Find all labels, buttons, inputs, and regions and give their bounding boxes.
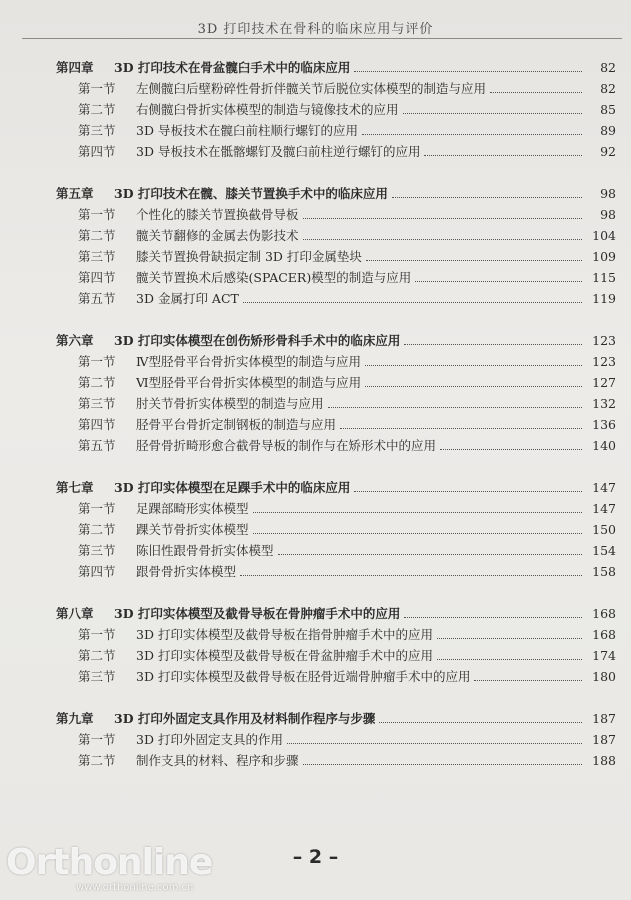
header-rule <box>22 38 622 39</box>
toc-section-entry-label: 第五节 <box>78 438 116 453</box>
toc-section-entry-page: 109 <box>592 249 616 264</box>
dot-leader <box>404 617 582 618</box>
toc-section-entry-title: 3D 打印实体模型及截骨导板在胫骨近端骨肿瘤手术中的应用 <box>136 669 471 684</box>
toc-section-entry-page: 89 <box>600 123 616 138</box>
toc-section-entry-label: 第一节 <box>78 354 116 369</box>
toc-section-entry-title: 胫骨骨折畸形愈合截骨导板的制作与在矫形术中的应用 <box>136 438 437 453</box>
watermark-logo: Orthonline <box>6 842 213 883</box>
toc-section-entry[interactable] <box>56 436 616 457</box>
toc-section-entry-page: 150 <box>592 522 616 537</box>
toc-chapter-entry-title: 3D 打印技术在骨盆髋臼手术中的临床应用 <box>114 60 351 75</box>
toc-section-entry-page: 188 <box>592 753 616 768</box>
toc-section-entry-label: 第二节 <box>78 753 116 768</box>
toc-section-entry-title: 个性化的膝关节置换截骨导板 <box>136 207 299 222</box>
toc-chapter-entry-label: 第七章 <box>56 480 94 495</box>
dot-leader <box>392 197 582 198</box>
toc-section-entry-label: 第二节 <box>78 648 116 663</box>
toc-chapter-entry-title: 3D 打印外固定支具作用及材料制作程序与步骤 <box>114 711 376 726</box>
toc-chapter-entry-page: 82 <box>600 60 616 75</box>
toc-section-entry-page: 82 <box>600 81 616 96</box>
dot-leader <box>366 260 582 261</box>
toc-section-entry-title: 髋关节翻修的金属去伪影技术 <box>136 228 299 243</box>
toc-section-entry[interactable] <box>56 247 616 268</box>
toc-section-entry-page: 136 <box>592 417 616 432</box>
watermark <box>6 842 213 893</box>
toc-section-entry[interactable] <box>56 121 616 142</box>
toc-section-entry[interactable] <box>56 751 616 772</box>
toc-section-entry-title: 陈旧性跟骨骨折实体模型 <box>136 543 274 558</box>
toc-section-entry[interactable] <box>56 352 616 373</box>
toc-section-entry-page: 98 <box>600 207 616 222</box>
toc-section-entry-label: 第五节 <box>78 291 116 306</box>
dot-leader <box>303 239 582 240</box>
toc-section-entry-page: 127 <box>592 375 616 390</box>
watermark-url: www.orthonline.com.cn <box>76 882 194 893</box>
toc-section-entry[interactable] <box>56 205 616 226</box>
dot-leader <box>362 134 582 135</box>
toc-section-entry-label: 第一节 <box>78 732 116 747</box>
toc-chapter-entry-page: 187 <box>592 711 616 726</box>
toc-section-entry-page: 187 <box>592 732 616 747</box>
page-number: – 2 – <box>292 846 339 868</box>
table-of-contents <box>56 58 616 793</box>
toc-section-entry-page: 158 <box>592 564 616 579</box>
dot-leader <box>365 365 582 366</box>
toc-section-entry-title: 肘关节骨折实体模型的制造与应用 <box>136 396 324 411</box>
chapter-block <box>56 478 616 583</box>
dot-leader <box>253 533 582 534</box>
toc-section-entry[interactable] <box>56 268 616 289</box>
toc-chapter-entry[interactable] <box>56 58 616 79</box>
toc-section-entry-label: 第二节 <box>78 228 116 243</box>
toc-section-entry-label: 第三节 <box>78 249 116 264</box>
toc-section-entry[interactable] <box>56 541 616 562</box>
toc-section-entry-title: Ⅵ型胫骨平台骨折实体模型的制造与应用 <box>136 375 362 390</box>
dot-leader <box>490 92 582 93</box>
toc-section-entry-label: 第三节 <box>78 669 116 684</box>
toc-chapter-entry-title: 3D 打印技术在髋、膝关节置换手术中的临床应用 <box>114 186 388 201</box>
toc-chapter-entry[interactable] <box>56 709 616 730</box>
chapter-block <box>56 331 616 457</box>
toc-section-entry-title: 跟骨骨折实体模型 <box>136 564 237 579</box>
toc-chapter-entry-title: 3D 打印实体模型及截骨导板在骨肿瘤手术中的应用 <box>114 606 401 621</box>
toc-chapter-entry-label: 第八章 <box>56 606 94 621</box>
dot-leader <box>354 71 582 72</box>
toc-section-entry[interactable] <box>56 79 616 100</box>
toc-section-entry-title: 3D 打印外固定支具的作用 <box>136 732 283 747</box>
dot-leader <box>404 344 582 345</box>
toc-section-entry[interactable] <box>56 562 616 583</box>
toc-section-entry-label: 第二节 <box>78 522 116 537</box>
toc-chapter-entry-page: 123 <box>592 333 616 348</box>
toc-section-entry[interactable] <box>56 100 616 121</box>
toc-section-entry-title: 3D 打印实体模型及截骨导板在指骨肿瘤手术中的应用 <box>136 627 433 642</box>
dot-leader <box>415 281 582 282</box>
toc-section-entry-page: 168 <box>592 627 616 642</box>
dot-leader <box>440 449 582 450</box>
dot-leader <box>379 722 582 723</box>
toc-section-entry-title: 3D 打印实体模型及截骨导板在骨盆肿瘤手术中的应用 <box>136 648 433 663</box>
dot-leader <box>243 302 582 303</box>
toc-section-entry-page: 132 <box>592 396 616 411</box>
toc-section-entry-title: 3D 金属打印 ACT <box>136 291 239 306</box>
chapter-block <box>56 58 616 163</box>
toc-section-entry-label: 第一节 <box>78 627 116 642</box>
toc-section-entry-page: 174 <box>592 648 616 663</box>
toc-section-entry[interactable] <box>56 415 616 436</box>
dot-leader <box>303 218 582 219</box>
dot-leader <box>240 575 582 576</box>
toc-chapter-entry-page: 168 <box>592 606 616 621</box>
toc-section-entry-page: 154 <box>592 543 616 558</box>
toc-section-entry-page: 147 <box>592 501 616 516</box>
toc-section-entry[interactable] <box>56 226 616 247</box>
toc-section-entry-title: 3D 导板技术在骶髂螺钉及髋臼前柱逆行螺钉的应用 <box>136 144 421 159</box>
toc-section-entry[interactable] <box>56 730 616 751</box>
toc-section-entry-page: 115 <box>592 270 616 285</box>
dot-leader <box>365 386 582 387</box>
toc-chapter-entry[interactable] <box>56 331 616 352</box>
dot-leader <box>354 491 582 492</box>
toc-section-entry-page: 85 <box>600 102 616 117</box>
toc-section-entry-label: 第四节 <box>78 417 116 432</box>
toc-section-entry-label: 第三节 <box>78 123 116 138</box>
dot-leader <box>340 428 582 429</box>
dot-leader <box>287 743 582 744</box>
toc-section-entry-label: 第四节 <box>78 144 116 159</box>
toc-section-entry-title: 足踝部畸形实体模型 <box>136 501 249 516</box>
dot-leader <box>253 512 582 513</box>
toc-section-entry[interactable] <box>56 520 616 541</box>
dot-leader <box>278 554 582 555</box>
toc-section-entry-page: 119 <box>592 291 616 306</box>
dot-leader <box>403 113 582 114</box>
toc-section-entry[interactable] <box>56 499 616 520</box>
toc-section-entry-title: 踝关节骨折实体模型 <box>136 522 249 537</box>
toc-section-entry-page: 92 <box>600 144 616 159</box>
toc-section-entry-title: 胫骨平台骨折定制钢板的制造与应用 <box>136 417 337 432</box>
toc-section-entry-label: 第三节 <box>78 396 116 411</box>
toc-section-entry-page: 140 <box>592 438 616 453</box>
toc-section-entry[interactable] <box>56 373 616 394</box>
toc-chapter-entry[interactable] <box>56 478 616 499</box>
toc-section-entry[interactable] <box>56 625 616 646</box>
toc-section-entry[interactable] <box>56 142 616 163</box>
toc-section-entry-page: 180 <box>592 669 616 684</box>
toc-chapter-entry-title: 3D 打印实体模型在足踝手术中的临床应用 <box>114 480 351 495</box>
toc-chapter-entry[interactable] <box>56 184 616 205</box>
toc-section-entry-title: 膝关节置换骨缺损定制 3D 打印金属垫块 <box>136 249 362 264</box>
dot-leader <box>424 155 582 156</box>
toc-section-entry-page: 104 <box>592 228 616 243</box>
toc-section-entry-title: Ⅳ型胫骨平台骨折实体模型的制造与应用 <box>136 354 361 369</box>
toc-chapter-entry-label: 第六章 <box>56 333 94 348</box>
toc-section-entry-title: 髋关节置换术后感染(SPACER)模型的制造与应用 <box>136 270 412 285</box>
toc-section-entry-label: 第四节 <box>78 564 116 579</box>
toc-section-entry-label: 第一节 <box>78 81 116 96</box>
toc-section-entry-label: 第二节 <box>78 102 116 117</box>
dot-leader <box>437 659 582 660</box>
toc-section-entry-title: 制作支具的材料、程序和步骤 <box>136 753 299 768</box>
toc-section-entry[interactable] <box>56 646 616 667</box>
toc-chapter-entry-page: 98 <box>600 186 616 201</box>
dot-leader <box>474 680 582 681</box>
toc-section-entry-label: 第一节 <box>78 207 116 222</box>
toc-section-entry[interactable] <box>56 667 616 688</box>
toc-section-entry-label: 第四节 <box>78 270 116 285</box>
toc-chapter-entry-page: 147 <box>592 480 616 495</box>
dot-leader <box>437 638 582 639</box>
toc-section-entry-page: 123 <box>592 354 616 369</box>
toc-section-entry-title: 左侧髋臼后壁粉碎性骨折伴髋关节后脱位实体模型的制造与应用 <box>136 81 487 96</box>
chapter-block <box>56 709 616 772</box>
toc-chapter-entry-label: 第四章 <box>56 60 94 75</box>
toc-section-entry-title: 右侧髋臼骨折实体模型的制造与镜像技术的应用 <box>136 102 399 117</box>
running-header: 3D 打印技术在骨科的临床应用与评价 <box>197 22 434 37</box>
toc-section-entry-title: 3D 导板技术在髋臼前柱顺行螺钉的应用 <box>136 123 358 138</box>
toc-section-entry[interactable] <box>56 394 616 415</box>
toc-section-entry-label: 第一节 <box>78 501 116 516</box>
chapter-block <box>56 604 616 688</box>
chapter-block <box>56 184 616 310</box>
toc-section-entry[interactable] <box>56 289 616 310</box>
toc-chapter-entry-title: 3D 打印实体模型在创伤矫形骨科手术中的临床应用 <box>114 333 401 348</box>
toc-chapter-entry-label: 第九章 <box>56 711 94 726</box>
toc-section-entry-label: 第三节 <box>78 543 116 558</box>
toc-chapter-entry[interactable] <box>56 604 616 625</box>
dot-leader <box>303 764 582 765</box>
dot-leader <box>328 407 582 408</box>
toc-section-entry-label: 第二节 <box>78 375 116 390</box>
toc-chapter-entry-label: 第五章 <box>56 186 94 201</box>
